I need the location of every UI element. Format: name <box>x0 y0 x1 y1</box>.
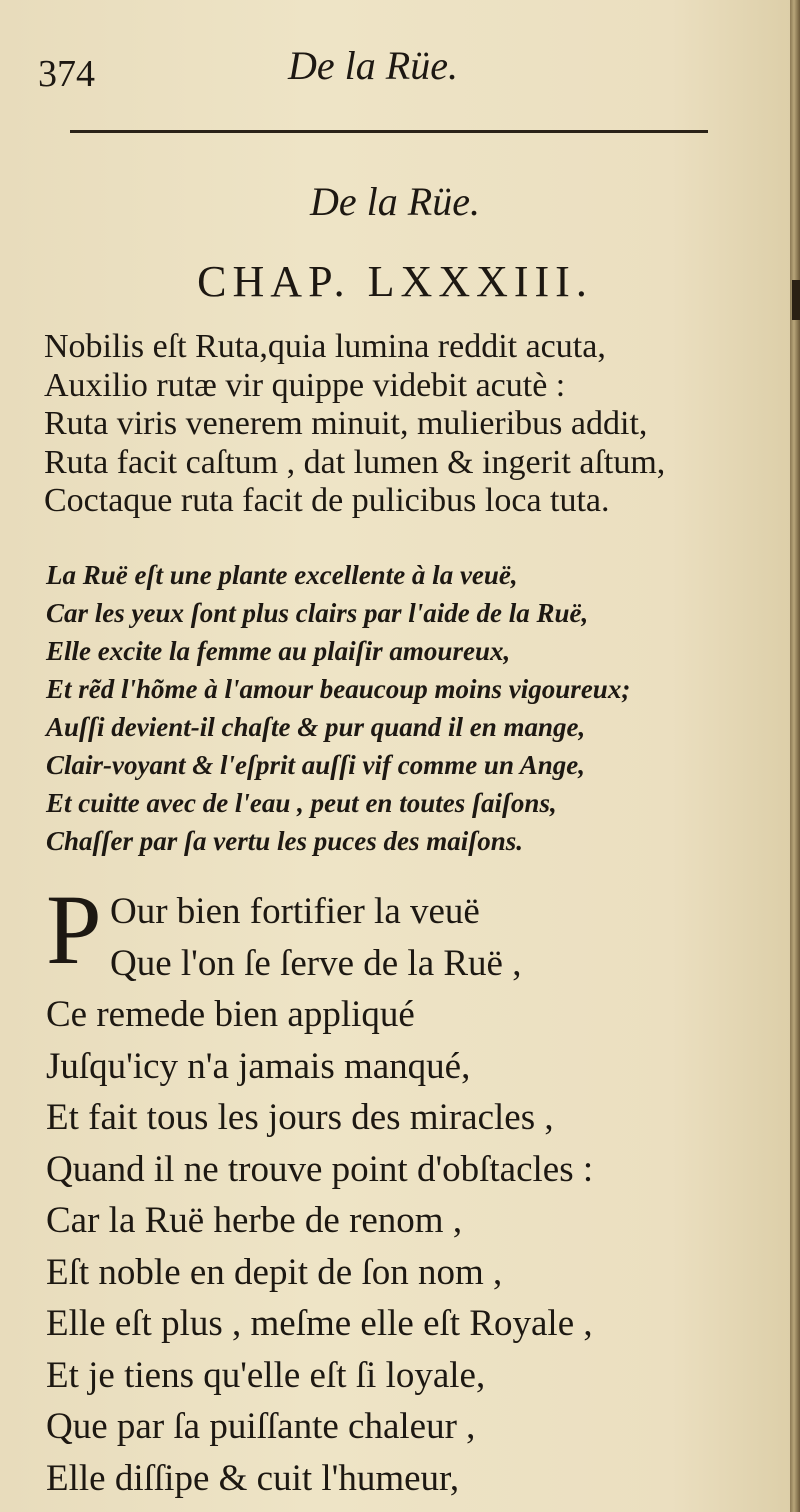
french-line: Elle excite la femme au plaiſir amoureux, <box>46 636 511 666</box>
poem-line: Elle diſſipe & cuit l'humeur, <box>46 1457 460 1499</box>
poem-line: Eſt noble en depit de ſon nom , <box>46 1251 503 1293</box>
poem-line: Que l'on ſe ſerve de la Ruë , <box>110 942 522 984</box>
latin-line: Ruta viris venerem minuit, mulieribus addit, <box>44 405 648 442</box>
french-line: Car les yeux ſont plus clairs par l'aide de la Ruë, <box>46 598 589 628</box>
chapter-heading: CHAP. LXXXIII. <box>197 257 593 306</box>
poem-line: Car la Ruë herbe de renom , <box>46 1200 463 1241</box>
poem-line: Elle eſt plus , meſme elle eſt Royale , <box>46 1303 593 1344</box>
poem-line: Et fait tous les jours des miracles , <box>46 1097 554 1138</box>
poem-line: Quand il ne trouve point d'obſtacles : <box>46 1148 594 1190</box>
french-line: Auſſi devient-il chaſte & pur quand il en mange, <box>46 712 586 742</box>
french-line: Et cuitte avec de l'eau , peut en toutes ſaiſons, <box>46 788 557 818</box>
drop-cap: P <box>46 874 102 985</box>
french-line: La Ruë eſt une plante excellente à la veuë, <box>46 560 518 590</box>
french-line: Et rẽd l'hõme à l'amour beaucoup moins vigoureux; <box>46 674 631 704</box>
poem <box>46 874 594 1504</box>
page-number: 374 <box>38 53 95 95</box>
header-rule <box>70 130 708 133</box>
section-title: De la Rüe. <box>310 179 480 224</box>
poem-line: Que par ſa puiſſante chaleur , <box>46 1406 476 1447</box>
french-verse <box>46 556 630 860</box>
latin-line: Auxilio rutæ vir quippe videbit acutè : <box>44 366 566 404</box>
french-line: Clair-voyant & l'eſprit auſſi vif comme un Ange, <box>46 750 585 780</box>
latin-line: Nobilis eſt Ruta,quia lumina reddit acuta, <box>44 328 606 365</box>
poem-line: Et je tiens qu'elle eſt ſi loyale, <box>46 1354 486 1396</box>
latin-line: Ruta facit caſtum , dat lumen & ingerit aſtum, <box>44 443 666 481</box>
poem-line: Our bien fortifier la veuë <box>110 891 480 932</box>
latin-line: Coctaque ruta facit de pulicibus loca tuta. <box>44 482 610 519</box>
latin-verse <box>44 328 665 521</box>
poem-line: Ce remede bien appliqué <box>46 994 415 1035</box>
edge-tab <box>792 280 800 320</box>
poem-line: Juſqu'icy n'a jamais manqué, <box>46 1045 471 1087</box>
page-edge <box>790 0 800 1512</box>
french-line: Chaſſer par ſa vertu les puces des maiſons. <box>46 826 523 856</box>
running-title: De la Rüe. <box>288 43 458 88</box>
